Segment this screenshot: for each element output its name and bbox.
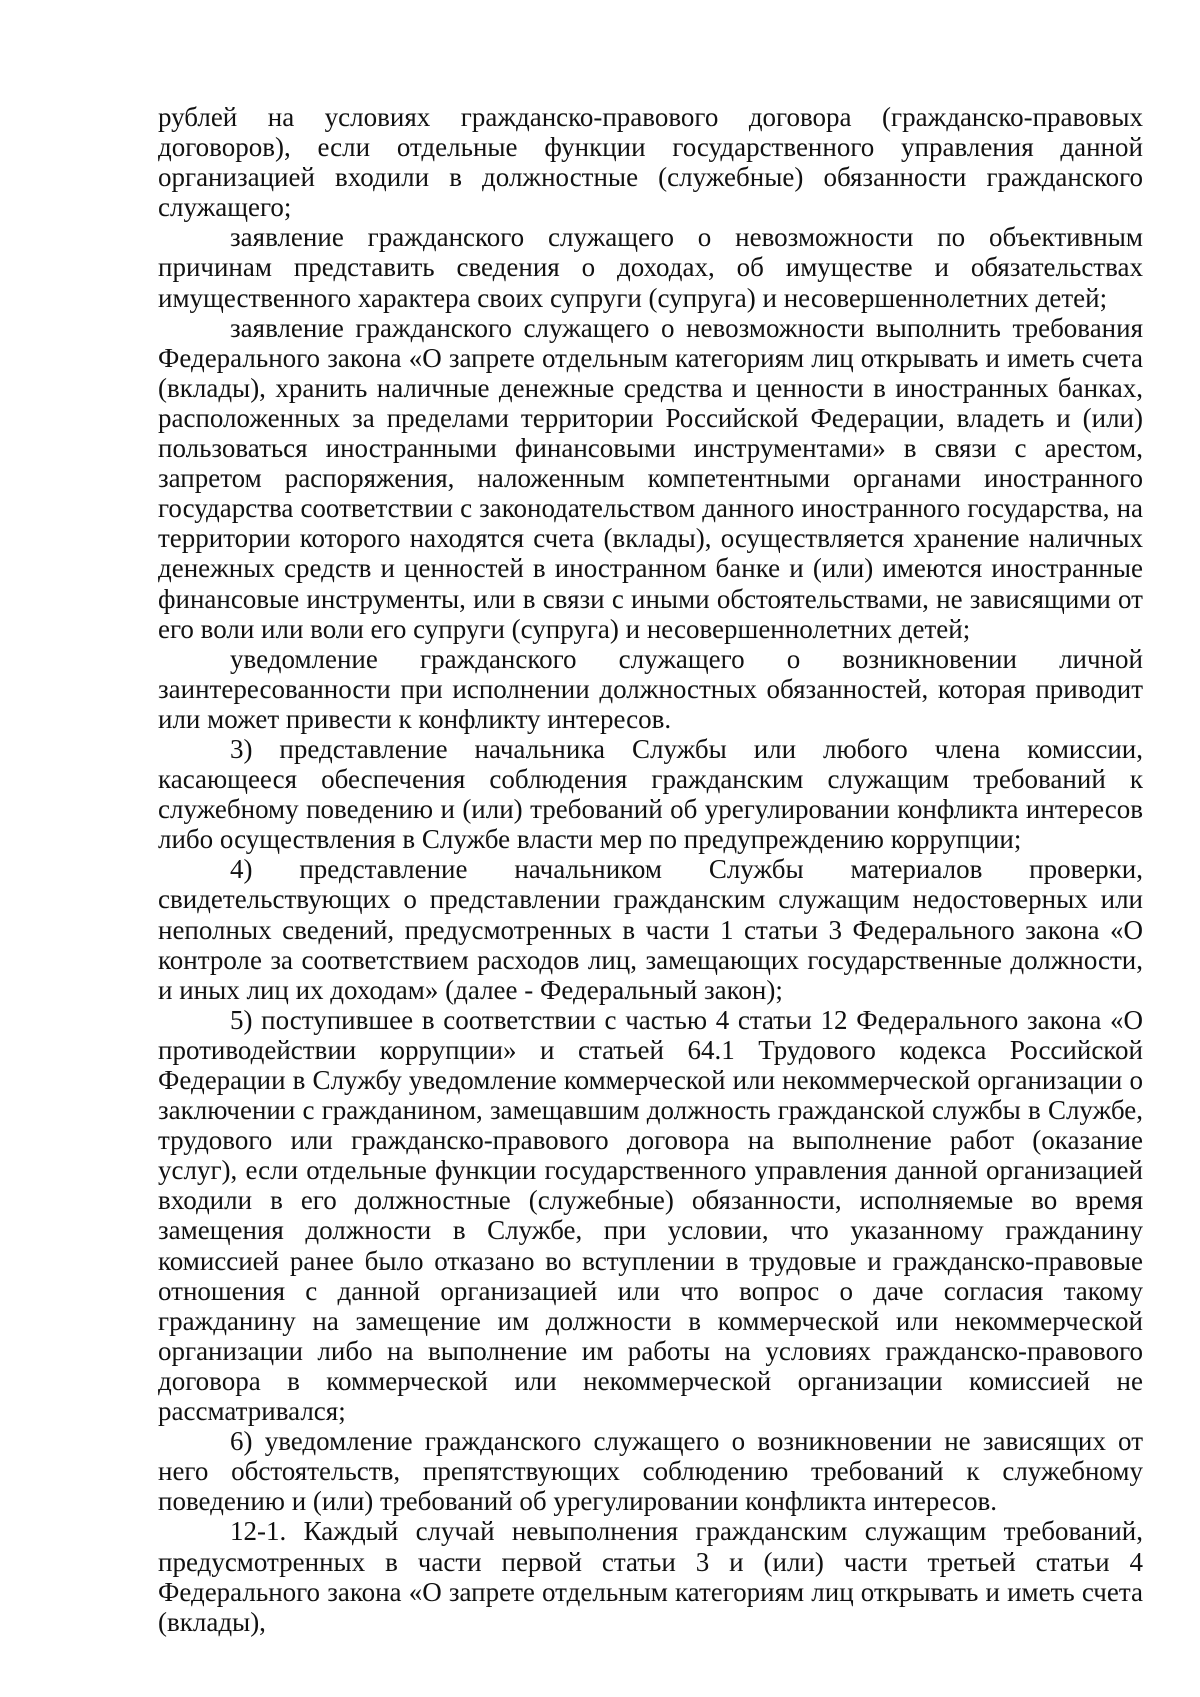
paragraph-statement-inability-income: заявление гражданского служащего о невозможности по объективным причинам представить сведения о доходах, об имуществе и обязательствах имущественного характера своих супруги (супруга) и несовершеннолетних детей; (158, 222, 1143, 313)
paragraph-item-4: 4) представление начальником Службы материалов проверки, свидетельствующих о представлении гражданским служащим недостоверных или неполных сведений, предусмотренных в части 1 статьи 3 Федерального закона «О контроле за соответствием расходов лиц, замещающих государственные должности, и иных лиц их доходам» (далее - Федеральный закон); (158, 854, 1143, 1005)
paragraph-statement-foreign-accounts: заявление гражданского служащего о невозможности выполнить требования Федерального закона «О запрете отдельным категориям лиц открывать и иметь счета (вклады), хранить наличные денежные средства и ценности в иностранных банках, расположенных за пределами территории Российской Федерации, владеть и (или) пользоваться иностранными финансовыми инструментами» в связи с арестом, запретом распоряжения, наложенным компетентными органами иностранного государства соответствии с законодательством данного иностранного государства, на территории которого находятся счета (вклады), осуществляется хранение наличных денежных средств и ценностей в иностранном банке и (или) имеются иностранные финансовые инструменты, или в связи с иными обстоятельствами, не зависящими от его воли или воли его супруги (супруга) и несовершеннолетних детей; (158, 312, 1143, 644)
paragraph-item-5: 5) поступившее в соответствии с частью 4 статьи 12 Федерального закона «О противодействии коррупции» и статьей 64.1 Трудового кодекса Российской Федерации в Службу уведомление коммерческой или некоммерческой организации о заключении с гражданином, замещавшим должность гражданской службы в Службе, трудового или гражданско-правового договора на выполнение работ (оказание услуг), если отдельные функции государственного управления данной организацией входили в его должностные (служебные) обязанности, исполняемые во время замещения должности в Службе, при условии, что указанному гражданину комиссией ранее было отказано во вступлении в трудовые и гражданско-правовые отношения с данной организацией или что вопрос о даче согласия такому гражданину на замещение им должности в коммерческой или некоммерческой организации либо на выполнение им работы на условиях гражданско-правового договора в коммерческой или некоммерческой организации комиссией не рассматривался; (158, 1004, 1143, 1427)
document-page (158, 102, 1143, 1637)
paragraph-item-12-1: 12-1. Каждый случай невыполнения гражданским служащим требований, предусмотренных в части первой статьи 3 и (или) части третьей статьи 4 Федерального закона «О запрете отдельным категориям лиц открывать и иметь счета (вклады), (158, 1516, 1143, 1637)
paragraph-item-3: 3) представление начальника Службы или любого члена комиссии, касающееся обеспечения соблюдения гражданским служащим требований к служебному поведению и (или) требований об урегулировании конфликта интересов либо осуществления в Службе власти мер по предупреждению коррупции; (158, 733, 1143, 855)
paragraph-notice-personal-interest: уведомление гражданского служащего о возникновении личной заинтересованности при исполнении должностных обязанностей, которая приводит или может привести к конфликту интересов. (158, 643, 1143, 734)
paragraph-continuation: рублей на условиях гражданско-правового договора (гражданско-правовых договоров), если отдельные функции государственного управления данной организацией входили в должностные (служебные) обязанности гражданского служащего; (158, 102, 1143, 223)
paragraph-item-6: 6) уведомление гражданского служащего о возникновении не зависящих от него обстоятельств, препятствующих соблюдению требований к служебному поведению и (или) требований об урегулировании конфликта интересов. (158, 1426, 1143, 1517)
